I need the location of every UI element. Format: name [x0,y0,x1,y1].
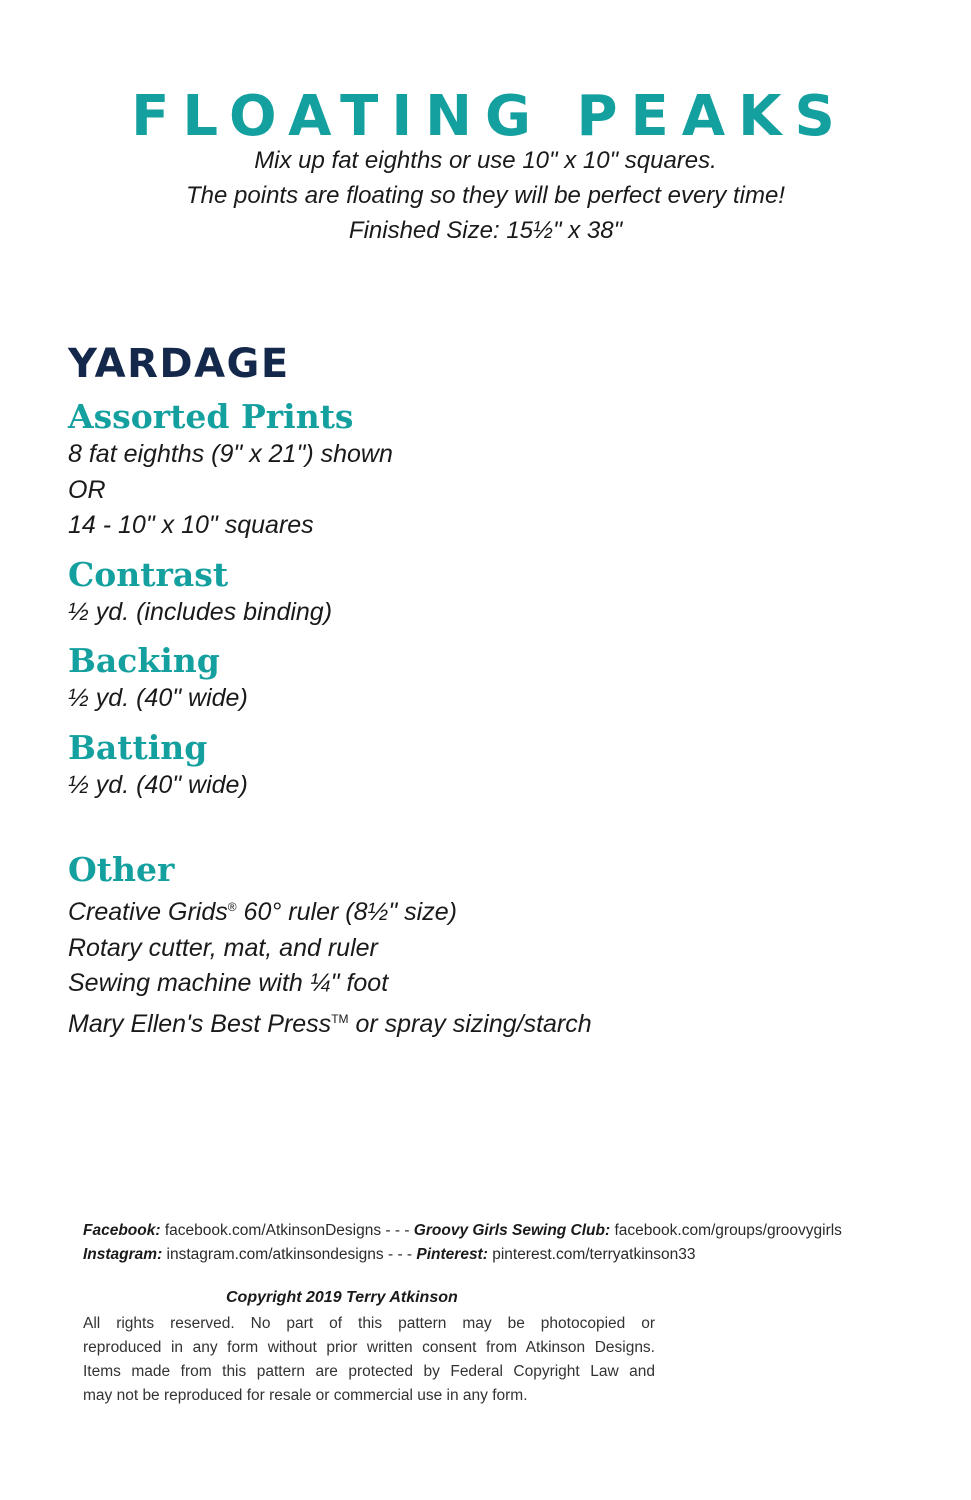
ruler-size-text: 60° ruler (8½" size) [236,898,457,926]
facebook-label: Facebook: [83,1222,161,1239]
assorted-prints-section [68,397,393,544]
batting-section [68,728,248,804]
separator: - - - [383,1246,417,1263]
contrast-line: ½ yd. (includes binding) [68,598,333,626]
other-line-cutter: Rotary cutter, mat, and ruler [68,933,378,962]
assorted-prints-title: Assorted Prints [68,397,354,436]
social-line-1 [83,1219,842,1243]
instagram-link[interactable]: instagram.com/atkinsondesigns [162,1246,384,1263]
press-alt-text: or spray sizing/starch [348,1009,592,1038]
assorted-line: OR [68,475,106,504]
finished-size: Finished Size: 15½" x 38" [348,217,623,244]
contrast-title: Contrast [68,555,229,594]
groovy-girls-label: Groovy Girls Sewing Club: [413,1222,611,1239]
pinterest-label: Pinterest: [416,1246,488,1263]
subtitle-line: The points are floating so they will be perfect every time! [186,182,785,209]
copyright-title: Copyright 2019 Terry Atkinson [226,1289,458,1306]
other-title: Other [68,850,175,889]
batting-title: Batting [68,728,208,767]
instagram-label: Instagram: [83,1246,163,1263]
yardage-heading: YARDAGE [68,341,290,387]
separator: - - - [381,1222,414,1239]
copyright-line: reproduced in any form without prior written consent from Atkinson Designs. [83,1339,655,1356]
subtitle-line: Mix up fat eighths or use 10" x 10" squares. [254,147,717,174]
other-line-press [68,1002,592,1043]
social-line-2 [83,1243,842,1267]
copyright-line: may not be reproduced for resale or commercial use in any form. [83,1387,528,1404]
pinterest-link[interactable]: pinterest.com/terryatkinson33 [487,1246,696,1263]
other-line-machine: Sewing machine with ¼" foot [68,969,389,997]
copyright-line: All rights reserved. No part of this pattern may be photocopied or [83,1315,655,1332]
registered-mark: ® [227,900,237,914]
batting-line: ½ yd. (40" wide) [68,771,248,799]
social-links [83,1219,842,1267]
trademark-mark: TM [331,1011,349,1026]
copyright-line: Items made from this pattern are protected by Federal Copyright Law and [83,1363,655,1380]
other-line-ruler [68,890,592,931]
copyright-body [83,1312,655,1408]
assorted-line: 8 fat eighths (9" x 21") shown [68,440,393,468]
press-text: Mary Ellen's Best Press [68,1009,332,1038]
subtitle [0,143,971,248]
contrast-section [68,555,332,631]
facebook-link[interactable]: facebook.com/AtkinsonDesigns [160,1222,382,1239]
page-title: FLOATING PEAKS [131,84,848,149]
assorted-line: 14 - 10" x 10" squares [68,511,314,539]
other-section [68,850,592,1042]
groovy-girls-link[interactable]: facebook.com/groups/groovygirls [610,1222,842,1239]
ruler-text: Creative Grids [68,898,228,926]
backing-title: Backing [68,641,220,680]
backing-section [68,641,248,717]
backing-line: ½ yd. (40" wide) [68,684,248,712]
